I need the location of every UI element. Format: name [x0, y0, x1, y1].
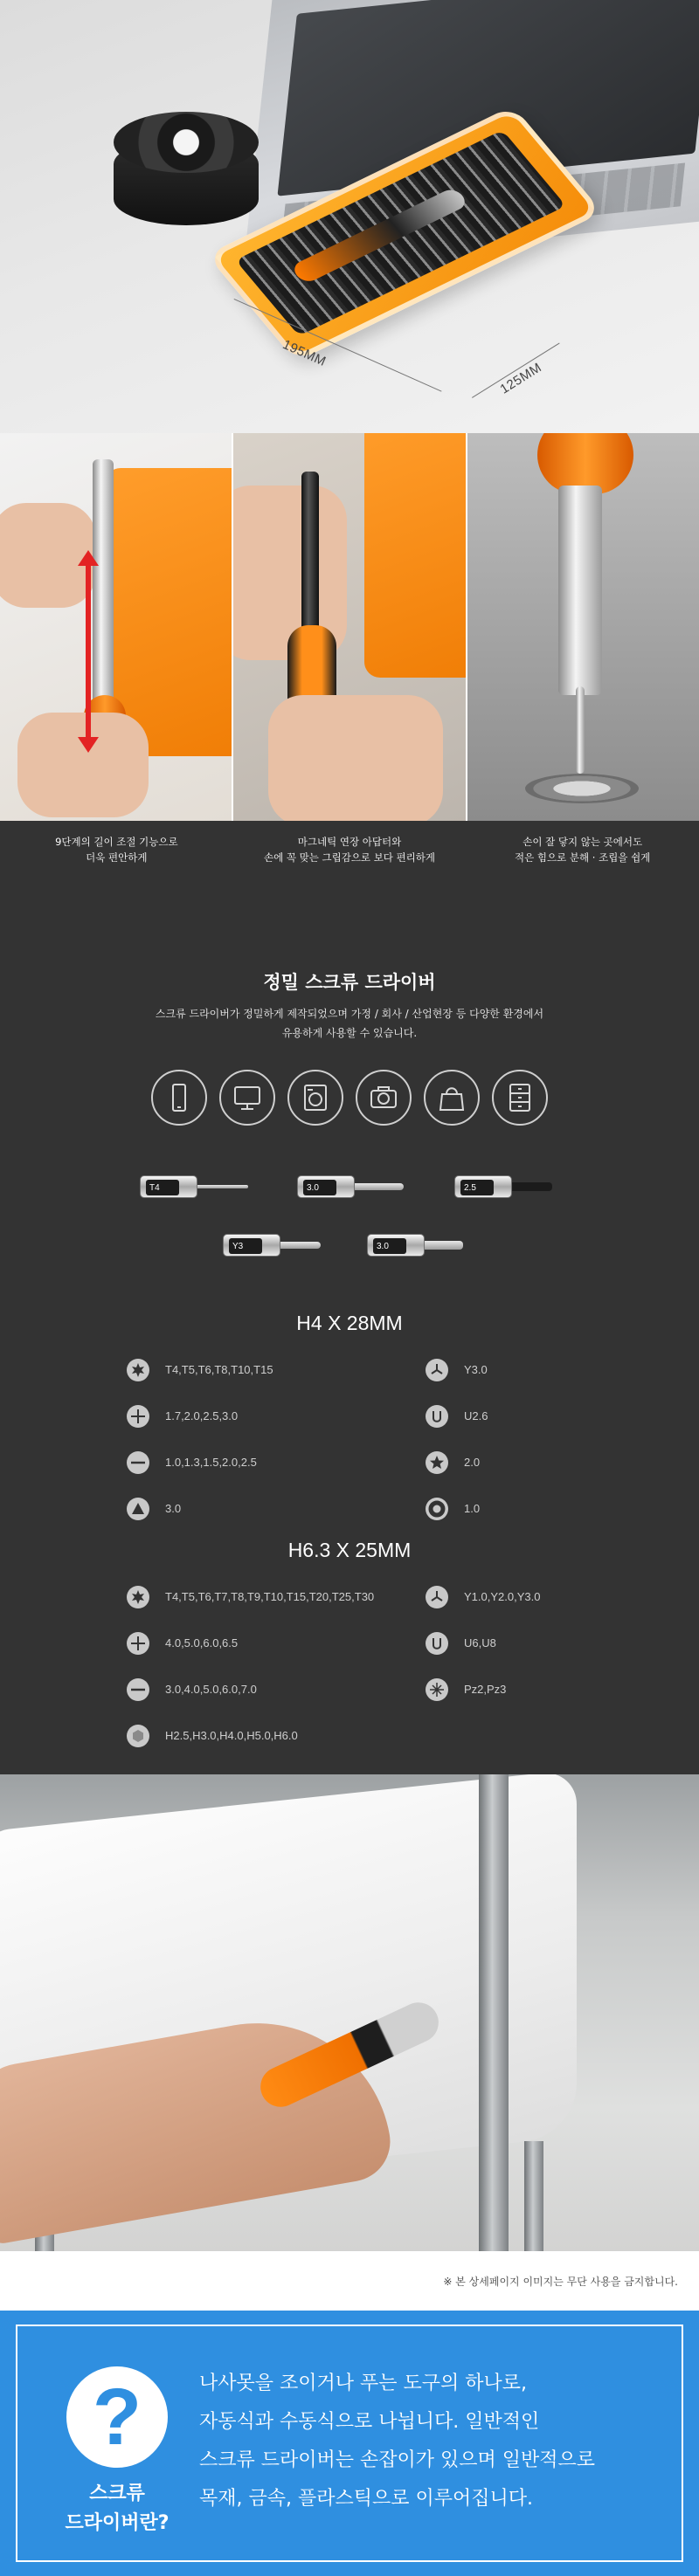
device-icon-row	[151, 1070, 548, 1126]
usage-photo-chair	[0, 1774, 699, 2251]
u-icon	[426, 1405, 448, 1428]
feature-photos	[0, 433, 699, 821]
table-row: 1.0,1.3,1.5,2.0,2.5 2.0	[127, 1439, 616, 1485]
feature-captions	[0, 821, 699, 891]
definition-box	[0, 2311, 699, 2576]
feature-photo-length-adjust	[0, 433, 233, 821]
h4-label: H4 X 28MM	[296, 1312, 403, 1334]
spec-description: 스크류 드라이버가 정밀하게 제작되었으며 가정 / 회사 / 산업현장 등 다양한 환경에서 유용하게 사용할 수 있습니다.	[155, 1008, 544, 1039]
phillips-icon	[127, 1405, 149, 1428]
ring-icon	[426, 1498, 448, 1520]
handbag-icon	[424, 1070, 480, 1126]
phillips-icon	[127, 1632, 149, 1655]
torx-icon	[127, 1586, 149, 1608]
bit-torx: T4	[140, 1175, 253, 1198]
table-row: 4.0,5.0,6.0,6.5 U6,U8	[127, 1620, 616, 1666]
dimension-width-label: 195MM	[280, 337, 329, 369]
h4-bit-table	[127, 1347, 616, 1532]
triangle-icon	[127, 1498, 149, 1520]
hero-product-photo	[0, 0, 699, 433]
camera-lens-photo	[114, 112, 259, 234]
smartphone-icon	[151, 1070, 207, 1126]
washing-machine-icon	[287, 1070, 343, 1126]
bit-tri-wing: Y3	[223, 1234, 336, 1257]
bit-phillips: 3.0	[297, 1175, 411, 1198]
caption-magnetic-adapter: 마그네틱 연장 아답터와 손에 꼭 맞는 그립감으로 보다 편리하게	[263, 836, 436, 864]
table-row: 1.7,2.0,2.5,3.0 U2.6	[127, 1393, 616, 1439]
cabinet-icon	[492, 1070, 548, 1126]
feature-photo-magnetic-adapter	[233, 433, 467, 821]
torx-icon	[127, 1359, 149, 1381]
spec-title: 정밀 스크류 드라이버	[263, 972, 436, 993]
h63-label: H6.3 X 25MM	[287, 1539, 412, 1561]
u-icon	[426, 1632, 448, 1655]
h63-bit-table	[127, 1574, 616, 1759]
table-row: T4,T5,T6,T7,T8,T9,T10,T15,T20,T25,T30 Y1.0,Y2.0,Y3.0	[127, 1574, 616, 1620]
copyright-text: ※ 본 상세페이지 이미지는 무단 사용을 금지합니다.	[443, 2276, 678, 2288]
copyright-notice	[0, 2251, 699, 2311]
pozidriv-icon	[426, 1678, 448, 1701]
tri-wing-icon	[426, 1586, 448, 1608]
slotted-icon	[127, 1678, 149, 1701]
slotted-icon	[127, 1451, 149, 1474]
question-mark-icon: ?	[66, 2366, 168, 2468]
caption-length-adjust: 9단계의 길이 조절 기능으로 더욱 편안하게	[55, 836, 178, 864]
definition-label: 스크류 드라이버란?	[65, 2483, 170, 2534]
screw-image	[525, 774, 639, 803]
feature-photo-disassembly	[467, 433, 699, 821]
table-row: 3.0,4.0,5.0,6.0,7.0 Pz2,Pz3	[127, 1666, 616, 1712]
bit-hex: 3.0	[367, 1234, 481, 1257]
table-row: 3.0 1.0	[127, 1485, 616, 1532]
dimension-height-label: 125MM	[497, 360, 545, 397]
caption-disassembly: 손이 잘 닿지 않는 곳에서도 적은 힘으로 분해 · 조립을 쉽게	[515, 836, 651, 864]
spec-section	[0, 891, 699, 1774]
bit-slotted: 2.5	[454, 1175, 568, 1198]
definition-text: 나사못을 조이거나 푸는 도구의 하나로, 자동식과 수동식으로 나뉩니다. 일반적인 스크류 드라이버는 손잡이가 있으며 일반적으로 목재, 금속, 플라스틱으로 이루어집니다.	[199, 2373, 596, 2510]
table-row: T4,T5,T6,T8,T10,T15 Y3.0	[127, 1347, 616, 1393]
monitor-icon	[219, 1070, 275, 1126]
table-row: H2.5,H3.0,H4.0,H5.0,H6.0	[127, 1712, 616, 1759]
length-arrow-icon	[86, 564, 91, 739]
hex-icon	[127, 1725, 149, 1747]
camera-icon	[356, 1070, 412, 1126]
star-icon	[426, 1451, 448, 1474]
tri-wing-icon	[426, 1359, 448, 1381]
